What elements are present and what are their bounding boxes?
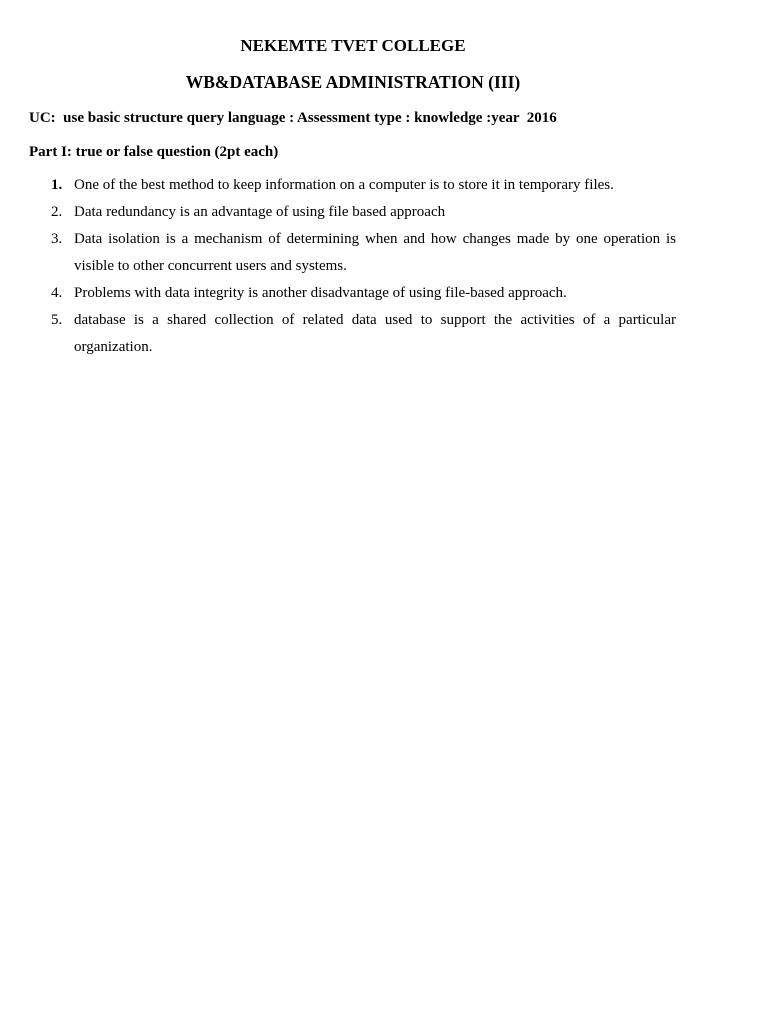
question-list bbox=[0, 172, 768, 361]
question-item bbox=[0, 172, 768, 199]
question-number: 5. bbox=[51, 312, 63, 328]
question-number: 3. bbox=[51, 231, 63, 247]
part-title: Part I: true or false question (2pt each) bbox=[29, 144, 279, 160]
question-text: Data isolation is a mechanism of determining when and how changes made by one operation is visible to other concurrent users and systems. bbox=[74, 231, 676, 274]
question-item bbox=[0, 226, 768, 280]
college-title: NEKEMTE TVET COLLEGE bbox=[240, 36, 466, 55]
question-text: Data redundancy is an advantage of using file based approach bbox=[74, 204, 446, 220]
question-number: 2. bbox=[51, 204, 63, 220]
program-title: WB&DATABASE ADMINISTRATION (III) bbox=[185, 72, 521, 92]
question-text: Problems with data integrity is another disadvantage of using file-based approach. bbox=[74, 285, 567, 301]
question-item bbox=[0, 199, 768, 226]
unit-competency-line: UC: use basic structure query language : Assessment type : knowledge :year 2016 bbox=[29, 110, 557, 126]
question-text: database is a shared collection of related data used to support the activities of a particular organization. bbox=[74, 312, 676, 355]
question-item bbox=[0, 280, 768, 307]
question-item bbox=[0, 307, 768, 361]
question-number: 1. bbox=[51, 177, 63, 193]
question-text: One of the best method to keep information on a computer is to store it in temporary files. bbox=[74, 177, 614, 193]
question-number: 4. bbox=[51, 285, 63, 301]
